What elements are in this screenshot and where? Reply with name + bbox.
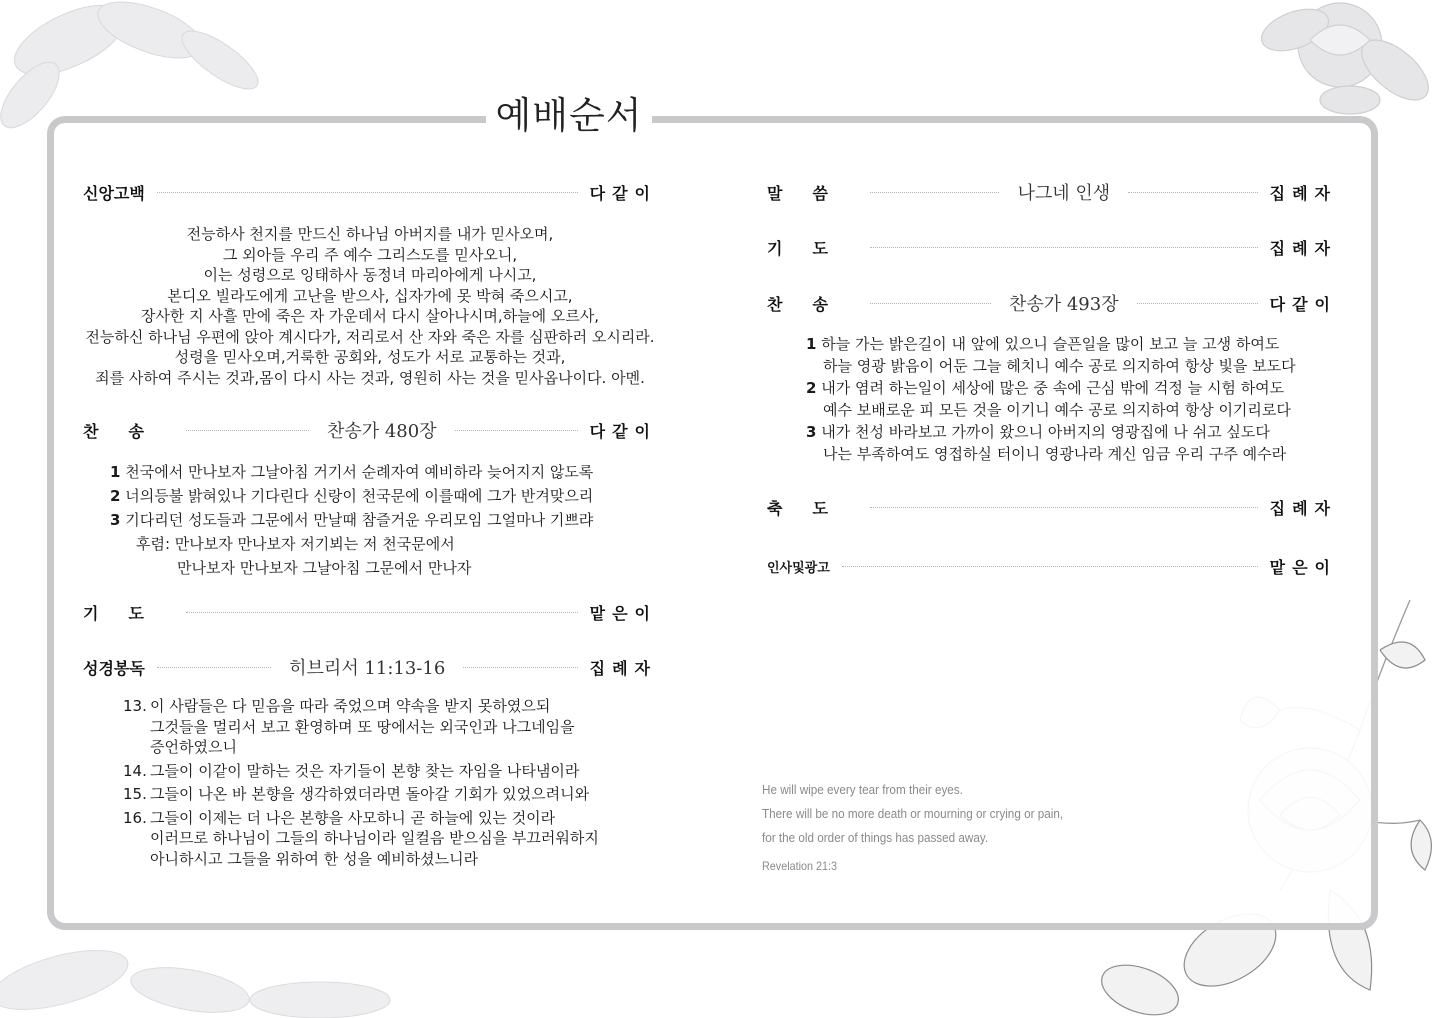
right-prayer-label: 기도 bbox=[767, 238, 858, 258]
scripture-text bbox=[123, 696, 643, 869]
dotted-leader bbox=[870, 303, 991, 304]
right-hymn-row bbox=[767, 291, 1337, 315]
right-hymn-title: 찬송가 493장 bbox=[1008, 294, 1119, 315]
dotted-leader bbox=[870, 192, 1000, 193]
hymn-verse: 3 기다리던 성도들과 그문에서 만날때 참즐거운 우리모임 그얼마나 기쁘랴 bbox=[110, 511, 594, 529]
page-title: 예배순서 bbox=[486, 86, 652, 146]
scripture-verse: 13. 이 사람들은 다 믿음을 따라 죽었으며 약속을 받지 못하였으되 그것들을 멀리서 보고 환영하며 또 땅에서는 외국인과 나그네임을 증언하였으니 bbox=[123, 697, 575, 756]
quote-line: There will be no more death or mourning or crying or pain, bbox=[762, 806, 1064, 821]
scripture-verse: 15. 그들이 나온 바 본향을 생각하였더라면 돌아갈 기회가 있었으려니와 bbox=[123, 785, 590, 803]
hymn-responsible: 다같이 bbox=[589, 421, 657, 441]
dotted-leader bbox=[455, 430, 578, 431]
dotted-leader bbox=[157, 192, 578, 193]
quote-reference: Revelation 21:3 bbox=[762, 859, 838, 873]
dotted-leader bbox=[870, 507, 1258, 508]
hymn-verse: 2 내가 염려 하는일이 세상에 많은 중 속에 근심 밖에 걱정 늘 시험 하여도 bbox=[806, 379, 1285, 397]
leaf-icon bbox=[0, 920, 420, 1018]
announcements-label: 인사및광고 bbox=[767, 560, 830, 576]
dotted-leader bbox=[870, 247, 1258, 248]
hymn-row bbox=[83, 418, 657, 442]
announcements-responsible: 맡은이 bbox=[1269, 557, 1337, 577]
floral-decoration-top-left bbox=[0, 0, 300, 130]
hymn-verse: 3 내가 천성 바라보고 가까이 왔으니 아버지의 영광집에 나 쉬고 싶도다 bbox=[806, 423, 1270, 441]
creed-line: 죄를 사하여 주시는 것과,몸이 다시 사는 것과, 영원히 사는 것을 믿사옵나이다. 아멘. bbox=[95, 368, 645, 387]
prayer-row bbox=[83, 600, 657, 624]
creed-line: 전능하신 하나님 우편에 앉아 계시다가, 저리로서 산 자와 죽은 자를 심판하러 오시리라. bbox=[85, 327, 655, 346]
hymn-lyrics bbox=[110, 460, 650, 580]
hymn-verse: 1 하늘 가는 밝은길이 내 앞에 있으니 슬픈일을 많이 보고 늘 고생 하여도 bbox=[806, 335, 1280, 353]
dotted-leader bbox=[1128, 192, 1258, 193]
bible-quote bbox=[762, 778, 1063, 878]
announcements-row bbox=[767, 554, 1337, 578]
creed-line: 성령을 믿사오며,거룩한 공회와, 성도가 서로 교통하는 것과, bbox=[174, 348, 566, 366]
benediction-row bbox=[767, 495, 1337, 519]
creed-text bbox=[83, 224, 657, 388]
benediction-responsible: 집례자 bbox=[1269, 498, 1337, 518]
reading-responsible: 집례자 bbox=[589, 658, 657, 678]
reading-title: 히브리서 11:13-16 bbox=[289, 658, 446, 679]
dotted-leader bbox=[186, 612, 578, 613]
creed-line: 이는 성령으로 잉태하사 동정녀 마리아에게 나시고, bbox=[203, 266, 537, 284]
hymn-verse-cont: 예수 보배로운 피 모든 것을 이기니 예수 공로 의지하여 항상 이기리로다 bbox=[823, 401, 1291, 419]
sermon-row bbox=[767, 180, 1337, 204]
hymn-verse-cont: 나는 부족하여도 영접하실 터이니 영광나라 계신 임금 우리 구주 예수라 bbox=[823, 445, 1287, 463]
prayer-label: 기도 bbox=[83, 603, 174, 623]
dotted-leader bbox=[157, 667, 271, 668]
hymn-title: 찬송가 480장 bbox=[326, 421, 437, 442]
sermon-title: 나그네 인생 bbox=[1017, 183, 1111, 204]
scripture-verse: 14. 그들이 이같이 말하는 것은 자기들이 본향 찾는 자임을 나타냄이라 bbox=[123, 761, 580, 780]
creed-line: 장사한 지 사흘 만에 죽은 자 가운데서 다시 살아나시며,하늘에 오르사, bbox=[140, 307, 600, 325]
creed-responsible: 다같이 bbox=[589, 183, 657, 203]
scripture-verse: 16. 그들이 이제는 더 나은 본향을 사모하니 곧 하늘에 있는 것이라 이러므로 하나님이 그들의 하나님이라 일컬음 받으심을 부끄러워하지 아니하시고 그들을 위하여 한 성을 예비하셨느니라 bbox=[123, 808, 599, 868]
hymn-refrain: 후렴: 만나보자 만나보자 저기뵈는 저 천국문에서 bbox=[136, 535, 455, 553]
dotted-leader bbox=[186, 430, 309, 431]
reading-row bbox=[83, 655, 657, 679]
sermon-label: 말씀 bbox=[767, 183, 858, 203]
dotted-leader bbox=[1137, 303, 1258, 304]
right-prayer-responsible: 집례자 bbox=[1269, 238, 1337, 258]
creed-label: 신앙고백 bbox=[83, 183, 145, 203]
quote-line: He will wipe every tear from their eyes. bbox=[762, 782, 963, 797]
hymn-label: 찬송 bbox=[83, 421, 174, 441]
quote-line: for the old order of things has passed away. bbox=[762, 830, 989, 845]
right-hymn-label: 찬송 bbox=[767, 294, 858, 314]
sermon-responsible: 집례자 bbox=[1269, 183, 1337, 203]
dotted-leader bbox=[842, 566, 1258, 567]
hymn-refrain: 만나보자 만나보자 그날아침 그문에서 만나자 bbox=[177, 559, 472, 577]
flower-icon bbox=[0, 0, 300, 130]
reading-label: 성경봉독 bbox=[83, 658, 145, 678]
creed-line: 본디오 빌라도에게 고난을 받으사, 십자가에 못 박혀 죽으시고, bbox=[167, 286, 573, 305]
hymn-verse: 1 천국에서 만나보자 그날아침 거기서 순례자여 예비하라 늦어지지 않도록 bbox=[110, 463, 594, 481]
benediction-label: 축도 bbox=[767, 498, 858, 518]
prayer-responsible: 맡은이 bbox=[589, 603, 657, 623]
creed-row bbox=[83, 180, 657, 204]
right-hymn-lyrics bbox=[806, 333, 1326, 465]
right-prayer-row bbox=[767, 235, 1337, 259]
hymn-verse: 2 너의등불 밝혀있나 기다린다 신랑이 천국문에 이를때에 그가 반겨맞으리 bbox=[110, 487, 594, 505]
dotted-leader bbox=[463, 667, 577, 668]
right-hymn-responsible: 다같이 bbox=[1269, 294, 1337, 314]
creed-line: 그 외아들 우리 주 예수 그리스도를 믿사오니, bbox=[222, 245, 518, 264]
hymn-verse-cont: 하늘 영광 밝음이 어둔 그늘 헤치니 예수 공로 의지하여 항상 빛을 보도다 bbox=[823, 357, 1296, 375]
floral-decoration-bottom-left bbox=[0, 920, 420, 1018]
creed-line: 전능하사 천지를 만드신 하나님 아버지를 내가 믿사오며, bbox=[186, 225, 554, 243]
